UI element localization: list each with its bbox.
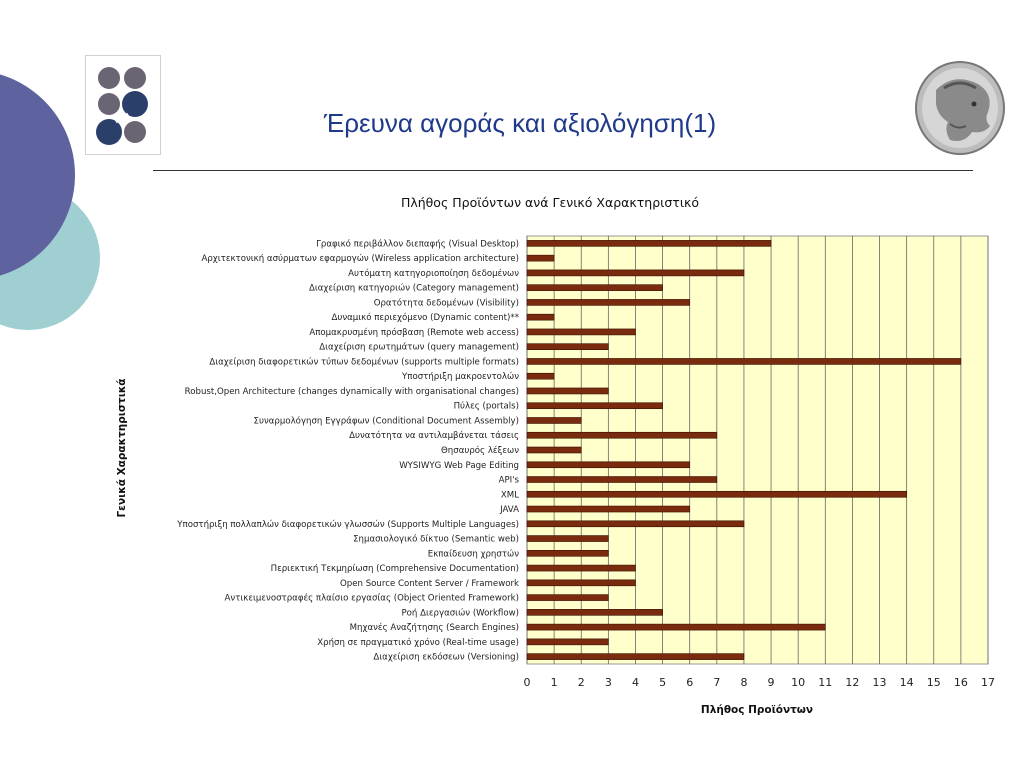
bar (527, 314, 554, 320)
x-tick-label: 5 (659, 676, 667, 689)
bar (527, 654, 744, 660)
x-tick-label: 8 (740, 676, 748, 689)
bar (527, 491, 907, 497)
bar (527, 344, 608, 350)
x-tick-label: 10 (791, 676, 806, 689)
x-tick-label: 16 (953, 676, 968, 689)
category-label: Αυτόματη κατηγοριοποίηση δεδομένων (348, 268, 519, 279)
bar (527, 639, 608, 645)
category-label: Πύλες (portals) (453, 401, 519, 412)
category-label: Δυναμικό περιεχόμενο (Dynamic content)** (331, 313, 519, 324)
x-tick-label: 7 (713, 676, 721, 689)
bar (527, 417, 581, 423)
bar (527, 432, 717, 438)
category-label: Robust,Open Architecture (changes dynamically with organisational changes) (184, 386, 519, 397)
x-tick-label: 13 (872, 676, 887, 689)
bar (527, 373, 554, 379)
bar (527, 624, 825, 630)
bar (527, 447, 581, 453)
category-label: Αντικειμενοστραφές πλαίσιο εργασίας (Object Oriented Framework) (224, 593, 519, 604)
bar (527, 536, 608, 542)
category-label: Διαχείριση εκδόσεων (Versioning) (373, 652, 519, 663)
category-label: WYSIWYG Web Page Editing (399, 460, 519, 471)
x-tick-label: 9 (767, 676, 775, 689)
category-label: Open Source Content Server / Framework (340, 578, 519, 589)
bar (527, 565, 635, 571)
x-tick-label: 6 (686, 676, 694, 689)
bar (527, 521, 744, 527)
x-tick-label: 14 (899, 676, 914, 689)
category-label: Συναρμολόγηση Εγγράφων (Conditional Document Assembly) (253, 416, 519, 427)
category-label: Διαχείριση διαφορετικών τύπων δεδομένων (supports multiple formats) (209, 357, 519, 368)
y-axis-label: Γενικά Χαρακτηριστικά (116, 378, 128, 518)
x-axis-label: Πλήθος Προϊόντων (700, 704, 814, 716)
category-label: Θησαυρός λέξεων (441, 446, 519, 456)
bar (527, 477, 717, 483)
category-label: Εκπαίδευση χρηστών (427, 549, 519, 560)
x-tick-label: 1 (550, 676, 558, 689)
x-tick-label: 4 (631, 676, 639, 689)
x-tick-label: 12 (845, 676, 860, 689)
category-label: Σημασιολογικό δίκτυο (Semantic web) (353, 534, 519, 545)
bar (527, 388, 608, 394)
x-tick-label: 17 (981, 676, 995, 689)
bar (527, 506, 690, 512)
category-label: Διαχείριση κατηγοριών (Category management) (308, 283, 519, 294)
bar (527, 240, 771, 246)
category-label: JAVA (500, 505, 519, 516)
bar (527, 550, 608, 556)
bar (527, 270, 744, 276)
bar (527, 580, 635, 586)
bar (527, 595, 608, 601)
x-tick-label: 0 (523, 676, 531, 689)
bar (527, 403, 663, 409)
bar (527, 462, 690, 468)
category-label: Ροή Διεργασιών (Workflow) (401, 608, 519, 619)
x-tick-label: 3 (604, 676, 612, 689)
bar (527, 329, 635, 335)
category-label: Διαχείριση ερωτημάτων (query management) (319, 342, 519, 353)
bar (527, 609, 663, 615)
slide-title: Έρευνα αγοράς και αξιολόγηση(1) (323, 108, 717, 138)
category-label: Γραφικό περιβάλλον διεπαφής (Visual Desktop) (316, 239, 519, 250)
bar (527, 285, 663, 291)
category-label: Δυνατότητα να αντιλαμβάνεται τάσεις (349, 431, 519, 442)
category-label: XML (500, 490, 519, 501)
category-label: Υποστήριξη πολλαπλών διαφορετικών γλωσσών (Supports Multiple Languages) (177, 519, 519, 530)
bar (527, 358, 961, 364)
x-tick-label: 15 (926, 676, 941, 689)
category-label: Αρχιτεκτονική ασύρματων εφαρμογών (Wireless application architecture) (201, 254, 519, 265)
bar (527, 299, 690, 305)
x-tick-label: 11 (818, 676, 833, 689)
x-tick-label: 2 (577, 676, 585, 689)
chart-title: Πλήθος Προϊόντων ανά Γενικό Χαρακτηριστικό (400, 195, 700, 210)
bar (527, 255, 554, 261)
category-label: Χρήση σε πραγματικό χρόνο (Real-time usage) (317, 637, 519, 648)
category-label: API's (498, 475, 519, 486)
category-label: Απομακρυσμένη πρόσβαση (Remote web access) (309, 327, 519, 338)
category-label: Μηχανές Αναζήτησης (Search Engines) (349, 623, 519, 634)
category-label: Ορατότητα δεδομένων (Visibility) (373, 298, 519, 309)
category-label: Υποστήριξη μακροεντολών (402, 372, 519, 383)
category-label: Περιεκτική Τεκμηρίωση (Comprehensive Documentation) (270, 564, 519, 575)
